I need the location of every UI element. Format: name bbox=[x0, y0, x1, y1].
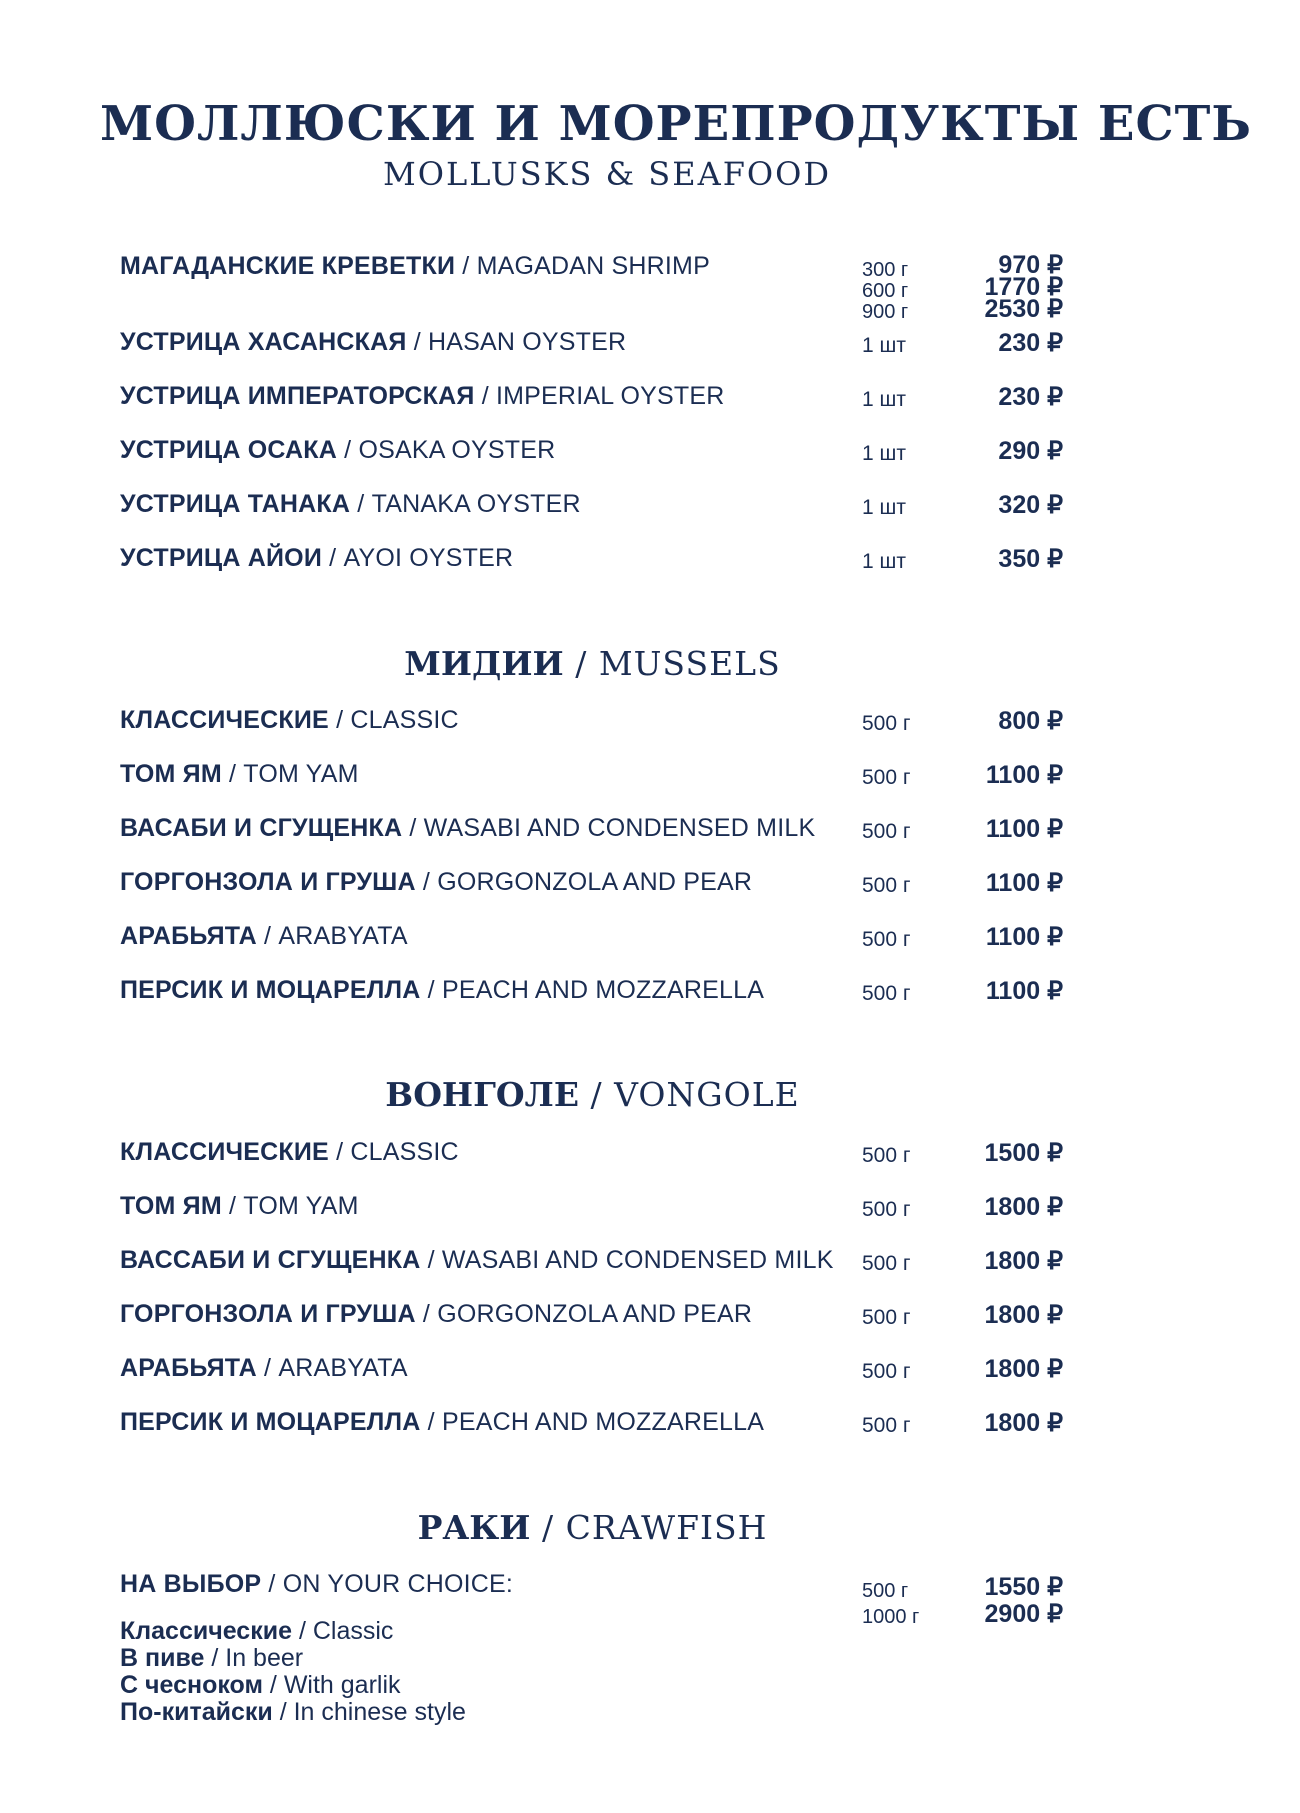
price: 1100 ₽ bbox=[985, 977, 1063, 1005]
menu-item bbox=[0, 1354, 1300, 1394]
item-name: ПЕРСИК И МОЦАРЕЛЛА / PEACH AND MOZZARELLA bbox=[120, 976, 765, 1004]
price: 230 ₽ bbox=[998, 383, 1063, 411]
portion-size: 500 г bbox=[862, 766, 911, 789]
price: 2900 ₽ bbox=[984, 1600, 1063, 1628]
section-heading-crawfish: РАКИ / CRAWFISH bbox=[417, 1508, 768, 1547]
price: 2530 ₽ bbox=[984, 295, 1063, 323]
portion-size: 500 г bbox=[862, 1580, 909, 1602]
shrimp-portions bbox=[862, 260, 908, 323]
item-name: ТОМ ЯМ / TOM YAM bbox=[120, 1192, 359, 1220]
portion-size: 1 шт bbox=[862, 442, 906, 465]
shrimp-prices bbox=[984, 251, 1063, 323]
menu-item bbox=[0, 328, 1300, 368]
menu-item bbox=[0, 976, 1300, 1016]
price: 350 ₽ bbox=[998, 545, 1063, 573]
menu-item bbox=[0, 1138, 1300, 1178]
menu-item bbox=[0, 1192, 1300, 1232]
menu-item bbox=[0, 706, 1300, 746]
price: 1100 ₽ bbox=[985, 815, 1063, 843]
menu-item bbox=[0, 814, 1300, 854]
item-name: УСТРИЦА ИМПЕРАТОРСКАЯ / IMPERIAL OYSTER bbox=[120, 382, 725, 410]
item-name: ТОМ ЯМ / TOM YAM bbox=[120, 760, 359, 788]
page-subtitle: MOLLUSKS & SEAFOOD bbox=[383, 155, 832, 193]
item-name: КЛАССИЧЕСКИЕ / CLASSIC bbox=[120, 1138, 459, 1166]
item-name: УСТРИЦА ХАСАНСКАЯ / HASAN OYSTER bbox=[120, 328, 627, 356]
item-name: ГОРГОНЗОЛА И ГРУША / GORGONZOLA AND PEAR bbox=[120, 1300, 753, 1328]
portion-size: 1 шт bbox=[862, 550, 906, 573]
portion-size: 300 г bbox=[862, 259, 909, 281]
menu-item bbox=[0, 922, 1300, 962]
portion-size: 500 г bbox=[862, 1306, 911, 1329]
list-item: В пиве / In beer bbox=[120, 1644, 304, 1672]
item-name: ВАСАБИ И СГУЩЕНКА / WASABI AND CONDENSED MILK bbox=[120, 814, 816, 842]
price: 1550 ₽ bbox=[984, 1573, 1063, 1601]
crawfish-prices bbox=[985, 1574, 1063, 1628]
price: 1770 ₽ bbox=[984, 273, 1063, 301]
menu-item bbox=[0, 760, 1300, 800]
portion-size: 500 г bbox=[862, 874, 911, 897]
menu-item bbox=[0, 436, 1300, 476]
crawfish-style-list bbox=[120, 1618, 466, 1726]
price: 1800 ₽ bbox=[984, 1301, 1063, 1329]
portion-size: 500 г bbox=[862, 1144, 911, 1167]
portion-size: 900 г bbox=[862, 301, 909, 323]
portion-size: 500 г bbox=[862, 1252, 911, 1275]
section-heading-vongole: ВОНГОЛЕ / VONGOLE bbox=[385, 1075, 800, 1114]
price: 320 ₽ bbox=[998, 491, 1063, 519]
item-name: ГОРГОНЗОЛА И ГРУША / GORGONZOLA AND PEAR bbox=[120, 868, 753, 896]
menu-item bbox=[0, 868, 1300, 908]
item-name: НА ВЫБОР / ON YOUR CHOICE: bbox=[120, 1570, 514, 1598]
portion-size: 1 шт bbox=[862, 496, 906, 519]
list-item: Классические / Classic bbox=[120, 1617, 394, 1645]
item-name: КЛАССИЧЕСКИЕ / CLASSIC bbox=[120, 706, 459, 734]
price: 1800 ₽ bbox=[984, 1355, 1063, 1383]
portion-size: 500 г bbox=[862, 928, 911, 951]
portion-size: 1 шт bbox=[862, 388, 906, 411]
item-name: УСТРИЦА ТАНАКА / TANAKA OYSTER bbox=[120, 490, 581, 518]
price: 800 ₽ bbox=[998, 707, 1063, 735]
menu-item bbox=[0, 1408, 1300, 1448]
item-name: АРАБЬЯТА / ARABYATA bbox=[120, 922, 408, 950]
item-name: УСТРИЦА ОСАКА / OSAKA OYSTER bbox=[120, 436, 556, 464]
portion-size: 1 шт bbox=[862, 334, 906, 357]
list-item: По-китайски / In chinese style bbox=[120, 1698, 466, 1726]
price: 1100 ₽ bbox=[985, 869, 1063, 897]
menu-item-magadan-shrimp bbox=[0, 252, 1300, 292]
price: 1800 ₽ bbox=[984, 1193, 1063, 1221]
price: 1100 ₽ bbox=[985, 761, 1063, 789]
menu-item bbox=[0, 1300, 1300, 1340]
portion-size: 1000 г bbox=[862, 1606, 920, 1628]
price: 1100 ₽ bbox=[985, 923, 1063, 951]
portion-size: 500 г bbox=[862, 982, 911, 1005]
crawfish-portions bbox=[862, 1578, 919, 1630]
portion-size: 500 г bbox=[862, 820, 911, 843]
portion-size: 500 г bbox=[862, 1360, 911, 1383]
menu-item bbox=[0, 382, 1300, 422]
page-title: МОЛЛЮСКИ И МОРЕПРОДУКТЫ ЕСТЬ bbox=[100, 96, 1252, 152]
portion-size: 500 г bbox=[862, 712, 911, 735]
menu-item-crawfish-choice bbox=[0, 1570, 1300, 1610]
portion-size: 500 г bbox=[862, 1414, 911, 1437]
list-item: С чесноком / With garlik bbox=[120, 1671, 401, 1699]
item-name: ПЕРСИК И МОЦАРЕЛЛА / PEACH AND MOZZARELLA bbox=[120, 1408, 765, 1436]
price: 230 ₽ bbox=[998, 329, 1063, 357]
menu-item bbox=[0, 1246, 1300, 1286]
price: 290 ₽ bbox=[998, 437, 1063, 465]
menu-item bbox=[0, 490, 1300, 530]
price: 1500 ₽ bbox=[984, 1139, 1063, 1167]
portion-size: 600 г bbox=[862, 280, 909, 302]
menu-item bbox=[0, 544, 1300, 584]
price: 1800 ₽ bbox=[984, 1409, 1063, 1437]
item-name: ВАССАБИ И СГУЩЕНКА / WASABI AND CONDENSED MILK bbox=[120, 1246, 834, 1274]
item-name: МАГАДАНСКИЕ КРЕВЕТКИ / MAGADAN SHRIMP bbox=[120, 252, 710, 280]
item-name: УСТРИЦА АЙОИ / AYOI OYSTER bbox=[120, 544, 514, 572]
price: 1800 ₽ bbox=[984, 1247, 1063, 1275]
section-heading-mussels: МИДИИ / MUSSELS bbox=[404, 644, 781, 683]
portion-size: 500 г bbox=[862, 1198, 911, 1221]
price: 970 ₽ bbox=[998, 251, 1063, 279]
item-name: АРАБЬЯТА / ARABYATA bbox=[120, 1354, 408, 1382]
